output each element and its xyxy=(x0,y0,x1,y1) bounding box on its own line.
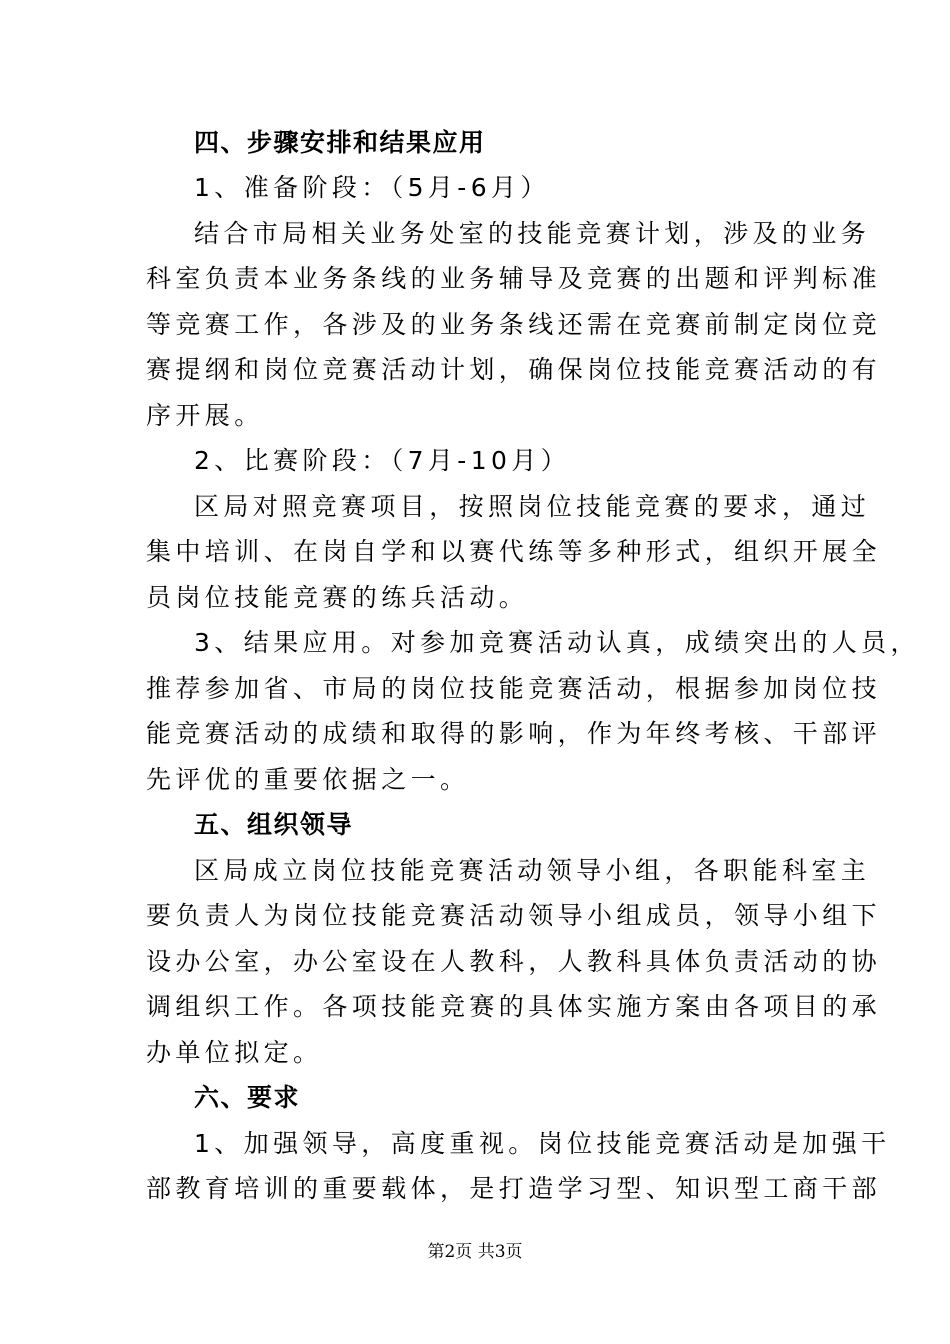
paragraph-line: 序开展。 xyxy=(146,401,264,430)
paragraph-line: 要负责人为岗位技能竞赛活动领导小组成员，领导小组下 xyxy=(146,901,882,930)
paragraph-line: 区局对照竞赛项目，按照岗位技能竞赛的要求，通过 xyxy=(194,492,871,521)
paragraph-line: 科室负责本业务条线的业务辅导及竞赛的出题和评判标准 xyxy=(146,264,882,293)
page-number-footer: 第2页 共3页 xyxy=(427,1242,523,1262)
paragraph-line: 赛提纲和岗位竞赛活动计划，确保岗位技能竞赛活动的有 xyxy=(146,355,882,384)
paragraph-line: 设办公室，办公室设在人教科，人教科具体负责活动的协 xyxy=(146,947,882,976)
paragraph-line: 2、比赛阶段：（7月-10月） xyxy=(194,446,571,475)
paragraph-line: 办单位拟定。 xyxy=(146,1038,323,1067)
paragraph-line: 结合市局相关业务处室的技能竞赛计划，涉及的业务 xyxy=(194,219,871,248)
paragraph-line: 先评优的重要依据之一。 xyxy=(146,765,470,794)
paragraph-line: 1、加强领导，高度重视。岗位技能竞赛活动是加强干 xyxy=(194,1129,891,1158)
section-heading-5: 五、组织领导 xyxy=(194,810,354,839)
section-heading-4: 四、步骤安排和结果应用 xyxy=(194,128,486,157)
paragraph-line: 区局成立岗位技能竞赛活动领导小组，各职能科室主 xyxy=(194,856,871,885)
section-heading-6: 六、要求 xyxy=(194,1083,301,1112)
paragraph-line: 集中培训、在岗自学和以赛代练等多种形式，组织开展全 xyxy=(146,537,882,566)
paragraph-line: 能竞赛活动的成绩和取得的影响，作为年终考核、干部评 xyxy=(146,719,882,748)
paragraph-line: 部教育培训的重要载体，是打造学习型、知识型工商干部 xyxy=(146,1174,882,1203)
paragraph-line: 员岗位技能竞赛的练兵活动。 xyxy=(146,583,529,612)
paragraph-line: 3、结果应用。对参加竞赛活动认真，成绩突出的人员， xyxy=(194,628,920,657)
paragraph-line: 1、准备阶段：（5月-6月） xyxy=(194,173,550,202)
paragraph-line: 等竞赛工作，各涉及的业务条线还需在竞赛前制定岗位竞 xyxy=(146,310,882,339)
paragraph-line: 调组织工作。各项技能竞赛的具体实施方案由各项目的承 xyxy=(146,992,882,1021)
paragraph-line: 推荐参加省、市局的岗位技能竞赛活动，根据参加岗位技 xyxy=(146,674,882,703)
